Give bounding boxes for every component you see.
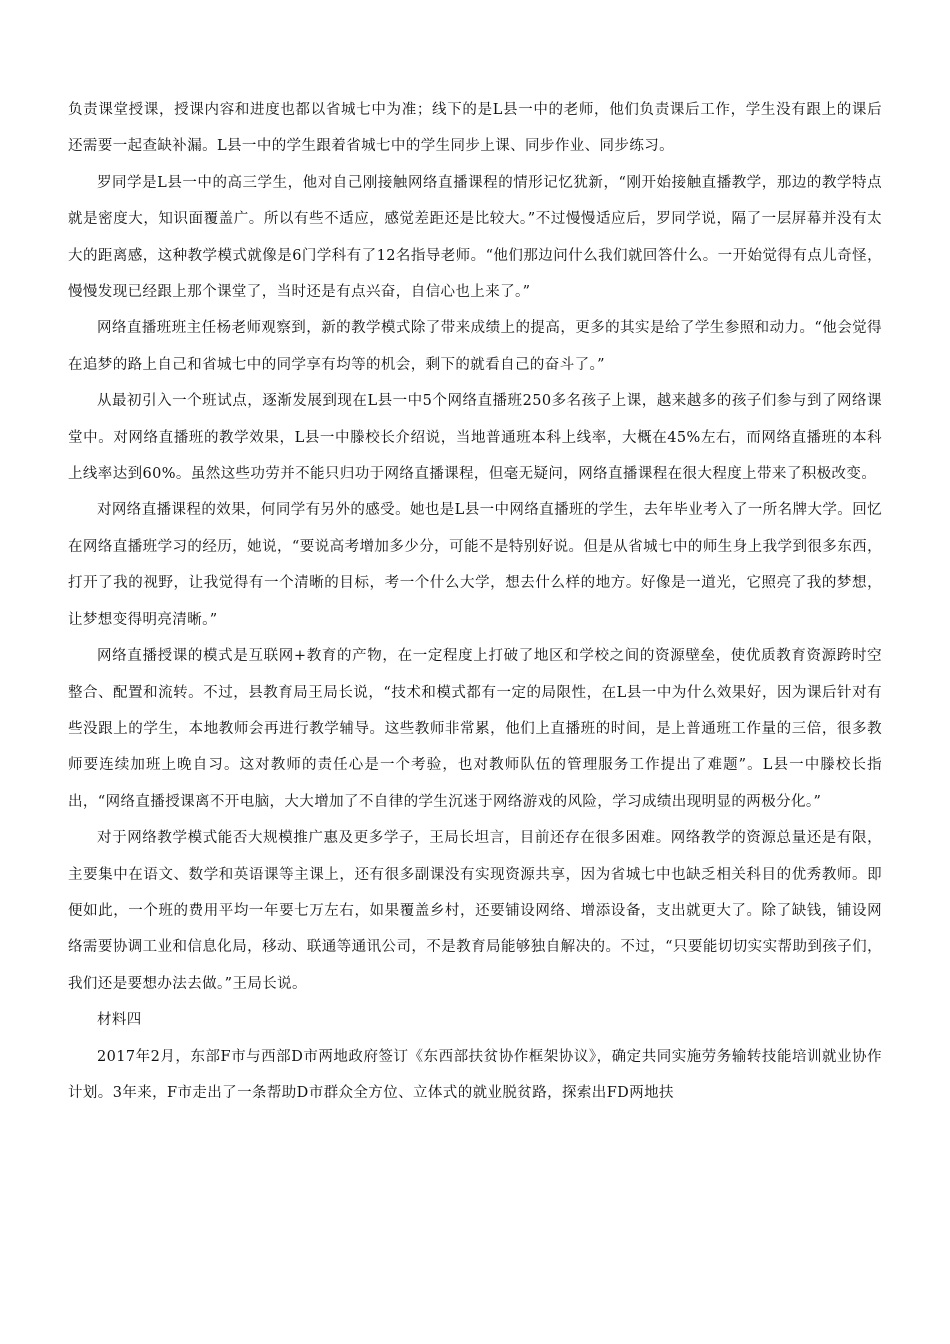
document-page <box>68 92 882 1111</box>
paragraph-7: 对于网络教学模式能否大规模推广惠及更多学子，王局长坦言，目前还存在很多困难。网络教学的资源总量还是有限，主要集中在语文、数学和英语课等主课上，还有很多副课没有实现资源共享，因为省城七中也缺乏相关科目的优秀教师。即便如此，一个班的费用平均一年要七万左右，如果覆盖乡村，还要铺设网络、增添设备，支出就更大了。除了缺钱，铺设网络需要协调工业和信息化局，移动、联通等通讯公司，不是教育局能够独自解决的。不过，“只要能切切实实帮助到孩子们，我们还是要想办法去做。”王局长说。 <box>68 830 882 992</box>
paragraph-3: 网络直播班班主任杨老师观察到，新的教学模式除了带来成绩上的提高，更多的其实是给了学生参照和动力。“他会觉得在追梦的路上自己和省城七中的同学享有均等的机会，剩下的就看自己的奋斗了。” <box>68 320 882 373</box>
paragraph-2: 罗同学是L县一中的高三学生，他对自己刚接触网络直播课程的情形记忆犹新，“刚开始接触直播教学，那边的教学特点就是密度大，知识面覆盖广。所以有些不适应，感觉差距还是比较大。”不过慢慢适应后，罗同学说，隔了一层屏幕并没有太大的距离感，这种教学模式就像是6门学科有了12名指导老师。“他们那边问什么我们就回答什么。一开始觉得有点儿奇怪，慢慢发现已经跟上那个课堂了，当时还是有点兴奋，自信心也上来了。” <box>68 174 882 301</box>
paragraph-4: 从最初引入一个班试点，逐渐发展到现在L县一中5个网络直播班250多名孩子上课，越来越多的孩子们参与到了网络课堂中。对网络直播班的教学效果，L县一中滕校长介绍说，当地普通班本科上线率，大概在45%左右，而网络直播班的本科上线率达到60%。虽然这些功劳并不能只归功于网络直播课程，但毫无疑问，网络直播课程在很大程度上带来了积极改变。 <box>68 393 882 483</box>
section-heading-material-4: 材料四 <box>97 1012 142 1029</box>
paragraph-6: 网络直播授课的模式是互联网+教育的产物，在一定程度上打破了地区和学校之间的资源壁垒，使优质教育资源跨时空整合、配置和流转。不过，县教育局王局长说，“技术和模式都有一定的局限性，在L县一中为什么效果好，因为课后针对有些没跟上的学生，本地教师会再进行教学辅导。这些教师非常累，他们上直播班的时间，是上普通班工作量的三倍，很多教师要连续加班上晚自习。这对教师的责任心是一个考验，也对教师队伍的管理服务工作提出了难题”。L县一中滕校长指出，“网络直播授课离不开电脑，大大增加了不自律的学生沉迷于网络游戏的风险，学习成绩出现明显的两极分化。” <box>68 648 882 810</box>
paragraph-5: 对网络直播课程的效果，何同学有另外的感受。她也是L县一中网络直播班的学生，去年毕业考入了一所名牌大学。回忆在网络直播班学习的经历，她说，“要说高考增加多少分，可能不是特别好说。但是从省城七中的师生身上我学到很多东西，打开了我的视野，让我觉得有一个清晰的目标，考一个什么大学，想去什么样的地方。好像是一道光，它照亮了我的梦想，让梦想变得明亮清晰。” <box>68 502 882 628</box>
paragraph-9: 2017年2月，东部F市与西部D市两地政府签订《东西部扶贫协作框架协议》，确定共同实施劳务输转技能培训就业协作计划。3年来，F市走出了一条帮助D市群众全方位、立体式的就业脱贫路，探索出FD两地扶 <box>68 1048 882 1101</box>
paragraph-1: 负责课堂授课，授课内容和进度也都以省城七中为准；线下的是L县一中的老师，他们负责课后工作，学生没有跟上的课后还需要一起查缺补漏。L县一中的学生跟着省城七中的学生同步上课、同步作业、同步练习。 <box>68 102 882 155</box>
